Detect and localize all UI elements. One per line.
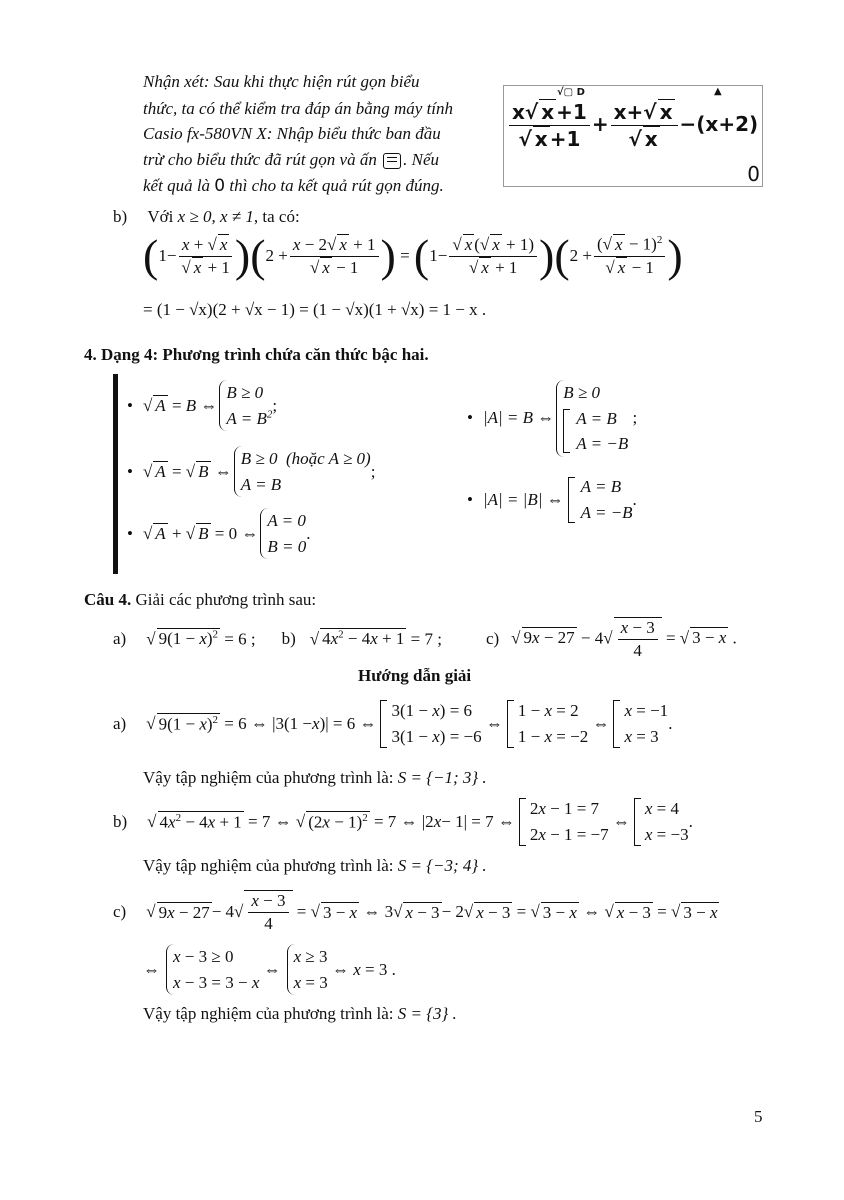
question-4-text: Giải các phương trình sau: [135, 590, 317, 609]
conclusion-c-set: S = {3} . [397, 1004, 457, 1023]
calculator-result: 0 [747, 162, 760, 186]
solution-heading: Hướng dẫn giải [358, 666, 472, 685]
solution-c-cont: ⇔ x − 3 ≥ 0 x − 3 = 3 − x ⇔ x ≥ 3 x = 3 ⇔ x = 3 . [143, 944, 396, 995]
solution-a: a) √ $9(1 - x)^2$ = 6 ⇔ |3(1 − x )| = 6 ⇔ 3(1 − x) = 6 3(1 − x) = −6 ⇔ 1 − x = 2 1 − x = −2 ⇔ x = −1 x = 3 . [113, 701, 673, 746]
note-zero: 0 [214, 176, 226, 196]
theory-bar [113, 374, 118, 574]
theory-item-3: • √ A + √ B = 0 ⇔ A = 0 B = 0 . [127, 508, 310, 559]
conclusion-c-text: Vậy tập nghiệm của phương trình là: [143, 1004, 394, 1023]
conclusion-c [143, 1004, 457, 1024]
note-line-1: Nhận xét: Sau khi thực hiện rút gọn biểu [143, 72, 420, 91]
part-b-condition: x ≥ 0, x ≠ 1 [177, 207, 254, 226]
calculator-mode-icons: √▢ D [557, 87, 585, 98]
part-b-intro-tail: , ta có: [253, 207, 300, 226]
calculator-expression: $\frac{x√ x +1}{√ x +1}$ + $\frac{x+√ x}{√ x}$ −(x+2) [507, 100, 758, 151]
section-4-title: 4. Dạng 4: Phương trình chứa căn thức bậc hai. [84, 345, 429, 364]
part-b-label: b) [113, 207, 128, 226]
note-line-4 [143, 150, 439, 170]
conclusion-b [143, 856, 487, 876]
question-4 [84, 590, 316, 610]
q4-c-label: c) [485, 629, 500, 648]
theory-item-4: • |A| = B ⇔ B ≥ 0 A = B A = −B ; [467, 380, 637, 457]
conclusion-a [143, 768, 487, 788]
note-line-4-text: trừ cho biểu thức đã rút gọn và ấn [143, 150, 377, 169]
part-b-equation-1: ( 1− $\frac{x + √ x}{√ x + 1}$ )( 2 + $\frac{x - 2√ x + 1}{√ x - 1}$ ) = ( 1− $\frac{√ x (√ x + 1)}{√ x + 1}$ )( 2 + $\frac{(√ x - 1)^2}{√ x - 1}$ ) [143, 230, 683, 281]
note-line-5-text: kết quả là [143, 176, 211, 195]
q4-a-label: a) [113, 629, 127, 648]
calculator-tail: −(x+2) [679, 112, 759, 136]
theory-item-5: • |A| = |B| ⇔ A = B A = −B . [467, 477, 637, 522]
theory-item-1: • √ A = B ⇔ B ≥ 0 $A = B^2$ ; [127, 380, 277, 431]
part-b-intro [113, 207, 300, 227]
calculator-screen [503, 85, 763, 187]
note-line-4-tail: . Nếu [403, 150, 439, 169]
calculator-arrow-icon: ▲ [714, 86, 722, 97]
note-line-5-tail: thì cho ta kết quả rút gọn đúng. [229, 176, 444, 195]
equals-key-icon [383, 153, 401, 169]
conclusion-b-text: Vậy tập nghiệm của phương trình là: [143, 856, 394, 875]
note-line-2: thức, ta có thể kiểm tra đáp án bằng máy tính [143, 99, 454, 118]
question-4-items: a) √ $9(1 - x)^2 = 6$ ; b) √ $4x^2 - 4x + 1 = 7$ ; c) √ 9x − 27 − 4√ $\frac{x - 3}{4}$ = √ 3 − x . [113, 618, 737, 660]
q4-b-label: b) [281, 629, 296, 648]
conclusion-a-set: S = {−1; 3} . [397, 768, 487, 787]
note-line-5 [143, 176, 444, 196]
solution-b: b) √ $4x^2 - 4x + 1$ = 7 ⇔ √ $(2x - 1)^2$ = 7 ⇔ |2 x − 1| = 7 ⇔ 2x − 1 = 7 2x − 1 = −7 ⇔ x = 4 x = −3 . [113, 799, 693, 844]
note-line-3: Casio fx-580VN X: Nhập biểu thức ban đầu [143, 124, 441, 143]
solution-c: c) √ 9x − 27 − 4√ $\frac{x - 3}{4}$ = √ 3 − x ⇔ 3√ x − 3 − 2√ x − 3 = √ 3 − x ⇔ √ x − 3 = √ 3 − x [113, 891, 718, 933]
page-number: 5 [754, 1107, 763, 1126]
part-b-equation-2: = (1 − √x)(2 + √x − 1) = (1 − √x)(1 + √x) = 1 − x . [143, 300, 487, 319]
conclusion-b-set: S = {−3; 4} . [397, 856, 487, 875]
theory-item-2: • √ A = √ B ⇔ B ≥ 0 (hoặc A ≥ 0) A = B ; [127, 446, 375, 497]
question-4-title: Câu 4. [84, 590, 132, 609]
part-b-intro-text: Với [147, 207, 174, 226]
conclusion-a-text: Vậy tập nghiệm của phương trình là: [143, 768, 394, 787]
